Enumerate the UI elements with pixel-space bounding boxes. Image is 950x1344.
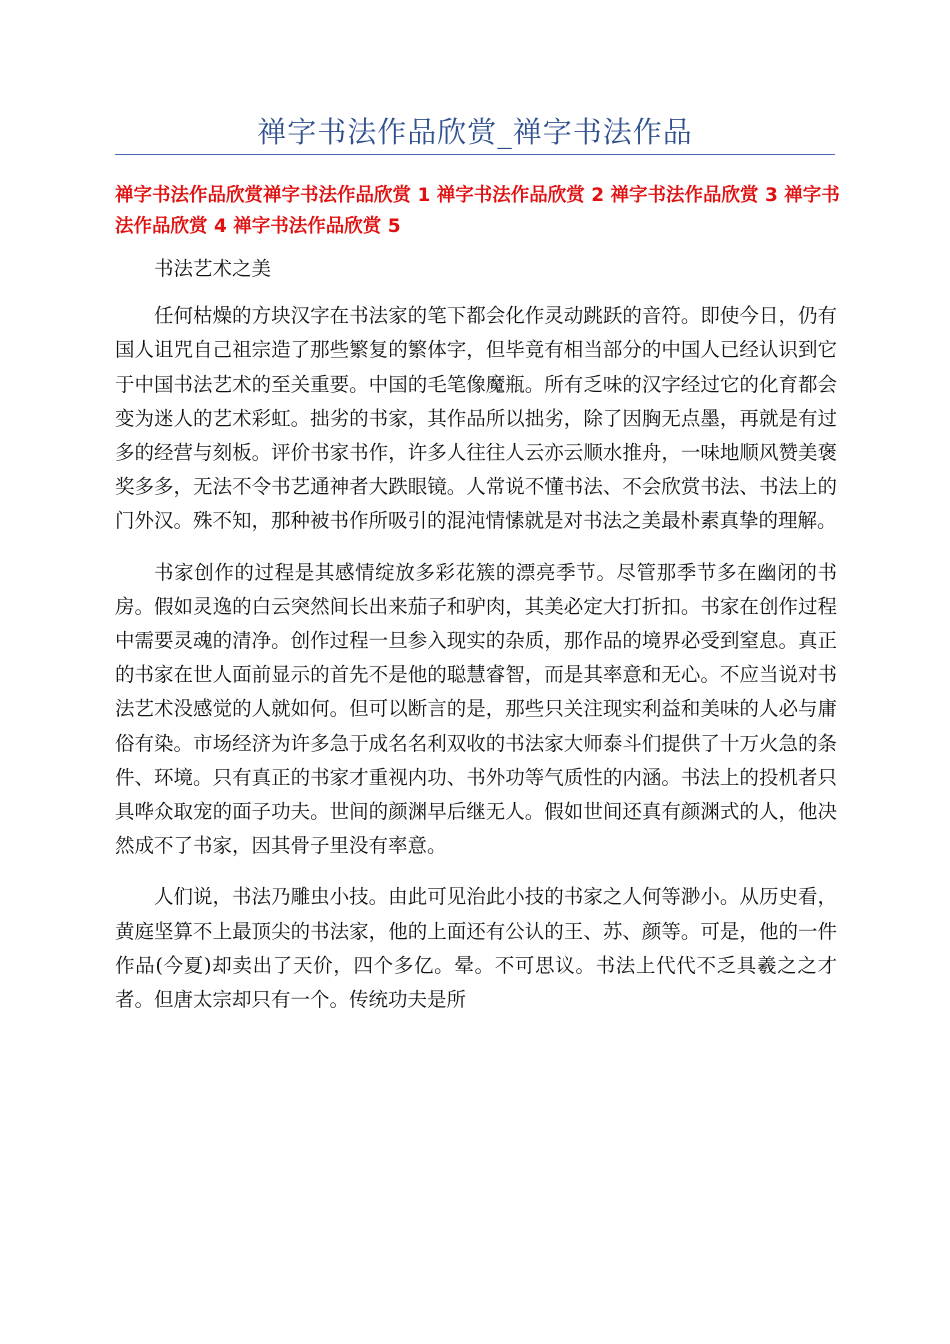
- paragraph-2: 书家创作的过程是其感情绽放多彩花簇的漂亮季节。尽管那季节多在幽闭的书房。假如灵逸的白云突然间长出来茄子和驴肉，其美必定大打折扣。书家在创作过程中需要灵魂的清净。创作过程一旦参入现实的杂质，那作品的境界必受到窒息。真正的书家在世人面前显示的首先不是他的聪慧睿智，而是其率意和无心。不应当说对书法艺术没感觉的人就如何。但可以断言的是，那些只关注现实利益和美味的人必与庸俗有染。市场经济为许多急于成名名利双收的书法家大师泰斗们提供了十万火急的条件、环境。只有真正的书家才重视内功、书外功等气质性的内涵。书法上的投机者只具哗众取宠的面子功夫。世间的颜渊早后继无人。假如世间还真有颜渊式的人，他决然成不了书家，因其骨子里没有率意。: [115, 560, 837, 858]
- section-subheading: 书法艺术之美: [154, 257, 272, 280]
- body-text: [115, 252, 837, 1034]
- paragraph-3: 人们说，书法乃雕虫小技。由此可见治此小技的书家之人何等渺小。从历史看，黄庭坚算不上最顶尖的书法家，他的上面还有公认的王、苏、颜等。可是，他的一件作品(今夏)却卖出了天价，四个多亿。晕。不可思议。书法上代代不乏具羲之之才者。但唐太宗却只有一个。传统功夫是所: [115, 885, 837, 1012]
- red-heading: 禅字书法作品欣赏禅字书法作品欣赏 1 禅字书法作品欣赏 2 禅字书法作品欣赏 3 禅字书法作品欣赏 4 禅字书法作品欣赏 5: [115, 185, 840, 237]
- paragraph-1: 任何枯燥的方块汉字在书法家的笔下都会化作灵动跳跃的音符。即使今日，仍有国人诅咒自己祖宗造了那些繁复的繁体字，但毕竟有相当部分的中国人已经认识到它于中国书法艺术的至关重要。中国的毛笔像魔瓶。所有乏味的汉字经过它的化育都会变为迷人的艺术彩虹。拙劣的书家，其作品所以拙劣，除了因胸无点墨，再就是有过多的经营与刻板。评价书家书作，许多人往往人云亦云顺水推舟，一味地顺风赞美褒奖多多，无法不令书艺通神者大跌眼镜。人常说不懂书法、不会欣赏书法、书法上的门外汉。殊不知，那种被书作所吸引的混沌情愫就是对书法之美最朴素真挚的理解。: [115, 304, 837, 533]
- document-title: 禅字书法作品欣赏_禅字书法作品: [257, 115, 693, 149]
- title-underline: [115, 154, 835, 155]
